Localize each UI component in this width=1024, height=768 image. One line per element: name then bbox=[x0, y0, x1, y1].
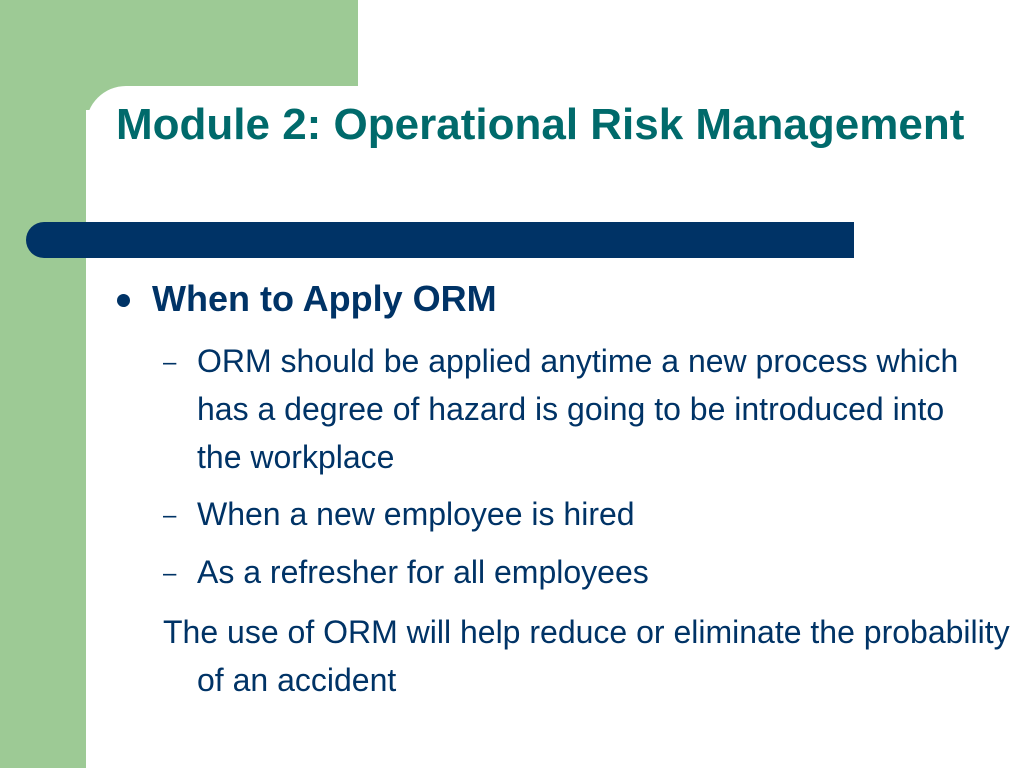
dash-icon: – bbox=[163, 502, 177, 529]
bullet-dot-icon bbox=[117, 294, 130, 307]
closing-statement: The use of ORM will help reduce or eliminate the probability of an accident bbox=[163, 614, 1010, 698]
sub-bullet-item: As a refresher for all employees bbox=[197, 554, 649, 590]
sub-bullet-item: ORM should be applied anytime a new process which has a degree of hazard is going to be introduced into the workplace bbox=[197, 343, 959, 475]
bullet-heading: When to Apply ORM bbox=[152, 278, 497, 319]
dash-icon: – bbox=[163, 560, 177, 587]
dash-icon: – bbox=[163, 349, 177, 376]
sub-bullet-item: When a new employee is hired bbox=[197, 496, 635, 532]
slide-title: Module 2: Operational Risk Management bbox=[116, 100, 965, 149]
